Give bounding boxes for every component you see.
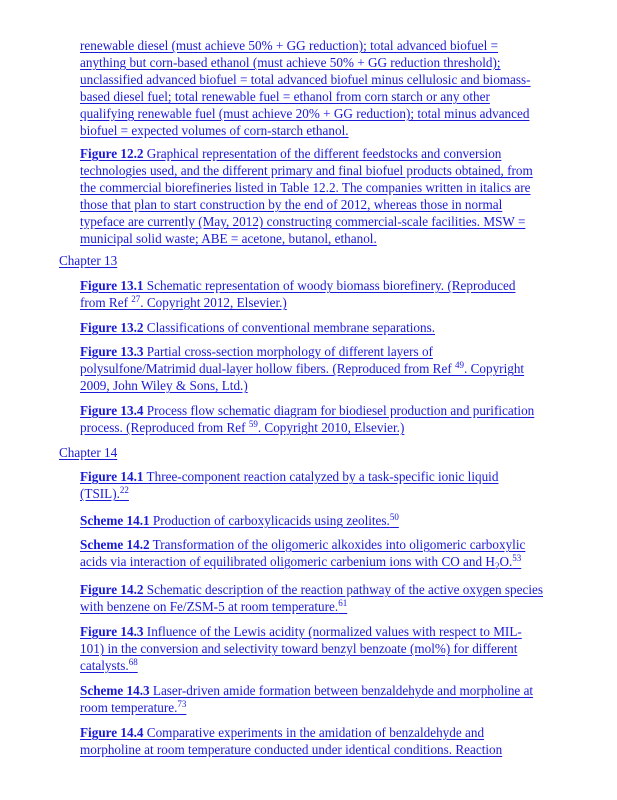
figure-14-2-link[interactable] <box>80 581 585 615</box>
scheme-14-1-link[interactable] <box>80 512 585 529</box>
text-line: Transformation of the oligomeric alkoxides into oligomeric carboxylic <box>149 537 526 552</box>
text-line: Graphical representation of the different feedstocks and conversion <box>143 146 502 161</box>
entry-label: Figure 12.2 <box>80 146 144 161</box>
reference-number: 73 <box>177 699 187 709</box>
text-line: Classifications of conventional membrane separations. <box>143 320 436 335</box>
reference-number: 22 <box>119 485 129 495</box>
text-line: 101) in the conversion and selectivity toward benzyl benzoate (mol%) for different <box>80 641 518 656</box>
figure-13-3-link[interactable] <box>80 343 585 394</box>
subscript: 2 <box>494 561 500 571</box>
text-line: morpholine at room temperature conducted under identical conditions. Reaction <box>80 742 503 757</box>
text-line: acids via interaction of equilibrated oligomeric carbenium ions with CO and H <box>80 554 495 569</box>
text-line: typeface are currently (May, 2012) constructing commercial-scale facilities. MSW = <box>80 214 526 229</box>
figure-14-4-link[interactable] <box>80 724 585 758</box>
text-line: . Copyright <box>464 361 525 376</box>
text-line: renewable diesel (must achieve 50% + GG reduction); total advanced biofuel = <box>80 38 499 53</box>
entry-label: Figure 13.1 <box>80 278 144 293</box>
intro-paragraph-link[interactable] <box>80 37 585 139</box>
entry-label: Figure 13.2 <box>80 320 144 335</box>
reference-number: 27 <box>131 294 141 304</box>
text-line: anything but corn-based ethanol (must achieve 50% + GG reduction threshold); <box>80 55 501 70</box>
chapter-13-heading-link[interactable]: Chapter 13 <box>59 253 118 268</box>
text-line: from Ref <box>80 295 132 310</box>
text-line: catalysts. <box>80 658 129 673</box>
text-line: process. (Reproduced from Ref <box>80 420 249 435</box>
text-line: Schematic description of the reaction pathway of the active oxygen species <box>143 582 544 597</box>
entry-label: Figure 14.1 <box>80 469 144 484</box>
text-line: based diesel fuel; total renewable fuel = ethanol from corn starch or any other <box>80 89 490 104</box>
text-line: Process flow schematic diagram for biodiesel production and purification <box>143 403 535 418</box>
reference-number: 53 <box>512 553 522 563</box>
text-line: the commercial biorefineries listed in Table 12.2. The companies written in italics are <box>80 180 531 195</box>
entry-label: Figure 13.3 <box>80 344 144 359</box>
entry-label: Scheme 14.2 <box>80 537 150 552</box>
entry-label: Figure 14.3 <box>80 624 144 639</box>
entry-label: Figure 13.4 <box>80 403 144 418</box>
entry-label: Figure 14.2 <box>80 582 144 597</box>
text-line: 2009, John Wiley & Sons, Ltd.) <box>80 378 248 393</box>
figure-13-1-link[interactable] <box>80 277 585 311</box>
text-line: Schematic representation of woody biomass biorefinery. (Reproduced <box>143 278 516 293</box>
text-line: room temperature. <box>80 700 178 715</box>
reference-number: 61 <box>338 598 348 608</box>
reference-number: 49 <box>455 360 465 370</box>
text-line: those that plan to start construction by the end of 2012, whereas those in normal <box>80 197 503 212</box>
text-line: unclassified advanced biofuel = total advanced biofuel minus cellulosic and biomass- <box>80 72 531 87</box>
figure-13-2-link[interactable] <box>80 319 585 336</box>
reference-number: 68 <box>128 657 138 667</box>
text-line: technologies used, and the different primary and final biofuel products obtained, from <box>80 163 533 178</box>
entry-label: Scheme 14.1 <box>80 513 150 528</box>
text-line: Influence of the Lewis acidity (normalized values with respect to MIL- <box>143 624 522 639</box>
text-line: with benzene on Fe/ZSM-5 at room temperature. <box>80 599 339 614</box>
figure-12-2-link[interactable] <box>80 145 585 247</box>
reference-number: 50 <box>389 512 399 522</box>
entry-label: Figure 14.4 <box>80 725 144 740</box>
text-line: municipal solid waste; ABE = acetone, butanol, ethanol. <box>80 231 377 246</box>
text-line: Partial cross-section morphology of different layers of <box>143 344 433 359</box>
scheme-14-3-link[interactable] <box>80 682 585 716</box>
figure-14-3-link[interactable] <box>80 623 585 674</box>
text-line: . Copyright 2012, Elsevier.) <box>140 295 287 310</box>
text-line: Comparative experiments in the amidation of benzaldehyde and <box>143 725 485 740</box>
text-line: . Copyright 2010, Elsevier.) <box>257 420 405 435</box>
figure-13-4-link[interactable] <box>80 402 585 436</box>
chapter-14-heading-link[interactable]: Chapter 14 <box>59 445 118 460</box>
reference-number: 59 <box>248 419 258 429</box>
text-line: Three-component reaction catalyzed by a task-specific ionic liquid <box>143 469 499 484</box>
text-line: polysulfone/Matrimid dual-layer hollow fibers. (Reproduced from Ref <box>80 361 456 376</box>
text-line: qualifying renewable fuel (must achieve 20% + GG reduction); total minus advanced <box>80 106 530 121</box>
text-line: O. <box>499 554 513 569</box>
text-line: (TSIL). <box>80 486 120 501</box>
entry-label: Scheme 14.3 <box>80 683 150 698</box>
text-line: Production of carboxylicacids using zeolites. <box>149 513 390 528</box>
text-line: Laser-driven amide formation between benzaldehyde and morpholine at <box>149 683 534 698</box>
figure-14-1-link[interactable] <box>80 468 585 502</box>
text-line: biofuel = expected volumes of corn-starch ethanol. <box>80 123 349 138</box>
scheme-14-2-link[interactable] <box>80 536 585 570</box>
